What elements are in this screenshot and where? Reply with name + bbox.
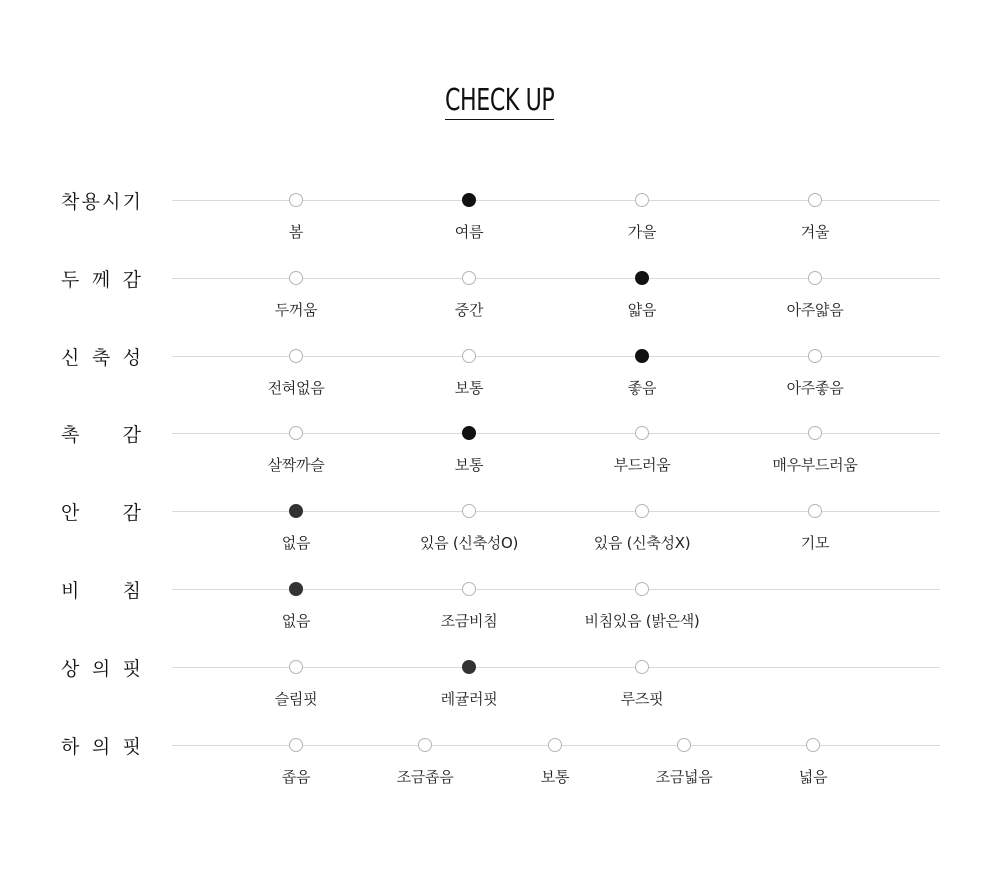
row-label xyxy=(61,421,141,445)
option-label: 보통 xyxy=(540,768,570,786)
option-label: 아주좋음 xyxy=(786,379,844,397)
row-label-char: 안 xyxy=(61,501,80,524)
row-label xyxy=(61,499,141,523)
row-label-char: 비 xyxy=(61,579,80,602)
option-radio[interactable] xyxy=(808,426,822,440)
option-radio[interactable] xyxy=(462,504,476,518)
row-label-char: 감 xyxy=(122,501,141,524)
option-label: 레귤러핏 xyxy=(440,690,498,708)
row-label-char: 의 xyxy=(91,735,111,758)
row-label-char: 감 xyxy=(122,423,141,446)
option-radio-selected[interactable] xyxy=(462,193,476,207)
option-radio[interactable] xyxy=(808,271,822,285)
option-radio[interactable] xyxy=(808,504,822,518)
option-label: 있음 (신축성X) xyxy=(593,534,691,552)
option-label: 루즈핏 xyxy=(620,690,664,708)
option-radio-selected[interactable] xyxy=(635,271,649,285)
option-label: 전혀없음 xyxy=(267,379,325,397)
option-track xyxy=(172,667,940,668)
row-label-char: 축 xyxy=(91,346,111,369)
row-label-char: 감 xyxy=(122,268,141,291)
row-label-char: 침 xyxy=(122,579,141,602)
option-track xyxy=(172,511,940,512)
option-label: 가을 xyxy=(627,223,657,241)
option-label: 조금좁음 xyxy=(396,768,454,786)
option-radio[interactable] xyxy=(289,193,303,207)
row-label-char: 두 xyxy=(61,268,80,291)
option-label: 봄 xyxy=(288,223,304,241)
row-label-char: 핏 xyxy=(122,735,141,758)
option-radio[interactable] xyxy=(635,426,649,440)
row-label xyxy=(61,733,141,757)
option-label: 겨울 xyxy=(800,223,830,241)
checkup-row xyxy=(0,268,1000,338)
option-label: 보통 xyxy=(454,456,484,474)
row-label-char: 용 xyxy=(81,190,100,213)
option-radio[interactable] xyxy=(462,582,476,596)
option-radio[interactable] xyxy=(635,660,649,674)
page-title-wrap xyxy=(0,84,1000,120)
option-radio-selected[interactable] xyxy=(462,660,476,674)
option-radio-selected[interactable] xyxy=(289,504,303,518)
option-radio[interactable] xyxy=(289,426,303,440)
row-label-char: 의 xyxy=(91,657,111,680)
option-radio[interactable] xyxy=(808,349,822,363)
option-label: 없음 xyxy=(281,612,311,630)
option-radio-selected[interactable] xyxy=(635,349,649,363)
option-label: 부드러움 xyxy=(613,456,671,474)
option-radio[interactable] xyxy=(635,504,649,518)
option-label: 있음 (신축성O) xyxy=(419,534,519,552)
row-label xyxy=(61,266,141,290)
option-radio-selected[interactable] xyxy=(289,582,303,596)
row-label-char: 하 xyxy=(61,735,80,758)
option-track xyxy=(172,356,940,357)
row-label-char: 께 xyxy=(91,268,111,291)
row-label xyxy=(61,577,141,601)
option-radio[interactable] xyxy=(548,738,562,752)
row-label-char: 시 xyxy=(102,190,121,213)
option-radio[interactable] xyxy=(462,271,476,285)
option-radio[interactable] xyxy=(635,193,649,207)
option-label: 아주얇음 xyxy=(786,301,844,319)
option-radio[interactable] xyxy=(808,193,822,207)
row-label xyxy=(61,655,141,679)
option-radio[interactable] xyxy=(635,582,649,596)
option-radio[interactable] xyxy=(289,738,303,752)
row-label xyxy=(61,188,141,212)
option-radio[interactable] xyxy=(806,738,820,752)
checkup-row xyxy=(0,657,1000,727)
option-label: 보통 xyxy=(454,379,484,397)
option-radio[interactable] xyxy=(462,349,476,363)
option-label: 여름 xyxy=(454,223,484,241)
option-radio[interactable] xyxy=(289,660,303,674)
option-radio[interactable] xyxy=(677,738,691,752)
row-label-char: 착 xyxy=(61,190,80,213)
row-label-char: 상 xyxy=(61,657,80,680)
option-label: 넓음 xyxy=(798,768,828,786)
row-label-char: 핏 xyxy=(122,657,141,680)
checkup-row xyxy=(0,190,1000,260)
option-radio[interactable] xyxy=(289,271,303,285)
row-label-char: 신 xyxy=(61,346,80,369)
row-label-char: 촉 xyxy=(61,423,80,446)
option-track xyxy=(172,589,940,590)
option-label: 없음 xyxy=(281,534,311,552)
option-label: 슬림핏 xyxy=(274,690,318,708)
option-label: 좋음 xyxy=(627,379,657,397)
row-label xyxy=(61,344,141,368)
checkup-row xyxy=(0,423,1000,493)
option-label: 기모 xyxy=(800,534,830,552)
option-label: 좁음 xyxy=(281,768,311,786)
option-label: 비침있음 (밝은색) xyxy=(584,612,700,630)
checkup-row xyxy=(0,501,1000,571)
option-label: 매우부드러움 xyxy=(772,456,858,474)
checkup-row xyxy=(0,579,1000,649)
page-title: CHECK UP xyxy=(445,83,555,118)
option-track xyxy=(172,278,940,279)
option-radio[interactable] xyxy=(289,349,303,363)
row-label-char: 기 xyxy=(122,190,141,213)
option-track xyxy=(172,433,940,434)
checkup-row xyxy=(0,346,1000,416)
option-label: 얇음 xyxy=(627,301,657,319)
row-label-char: 성 xyxy=(122,346,141,369)
option-label: 중간 xyxy=(454,301,484,319)
option-label: 조금넓음 xyxy=(655,768,713,786)
option-label: 조금비침 xyxy=(440,612,498,630)
option-label: 살짝까슬 xyxy=(267,456,325,474)
option-label: 두꺼움 xyxy=(274,301,318,319)
option-track xyxy=(172,200,940,201)
option-radio-selected[interactable] xyxy=(462,426,476,440)
checkup-row xyxy=(0,735,1000,805)
option-radio[interactable] xyxy=(418,738,432,752)
